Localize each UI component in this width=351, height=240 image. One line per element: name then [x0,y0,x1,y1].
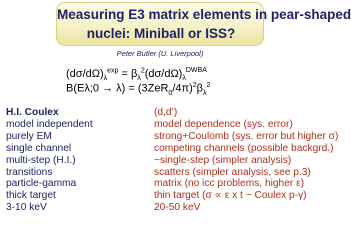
coulex-line: particle-gamma [6,178,77,190]
dd-line: strong+Coulomb (sys. error but higher σ) [154,130,339,142]
eq1-lhs-sub: λ [103,75,108,83]
author-subtitle: Peter Butler (U. Liverpool) [116,49,204,58]
eq2-i: β [196,82,203,95]
dd-line: competing channels (possible backgrd.) [154,142,334,154]
eq2-e: ) = (3ZeR [121,82,169,95]
title-banner [56,2,351,46]
eq1-rhs-sub: λ [182,75,186,83]
dd-line: ~single-step (simpler analysis) [154,154,292,166]
dd-line: model dependence (sys. error) [154,118,293,130]
eq1-dwba-tag: DWBA [185,67,207,74]
dd-line: scatters (simpler analysis, see p.3) [154,166,311,178]
eq1-mid-sub: λ [137,75,141,83]
coulex-line: multi-step (H.I.) [6,154,76,166]
eq2-c: ;0 → [89,82,117,95]
eq1-mid-sup: 2 [140,67,145,75]
title-line-1: Measuring E3 matrix elements in pear-shaped [57,7,351,22]
title-line-2: nuclei: Miniball or ISS? [86,26,236,41]
coulex-line: thick target [6,190,56,202]
eq1-mid: = β [118,68,138,80]
coulex-line: purely EM [6,130,52,142]
dd-column [154,107,338,214]
eq1-lhs: (dσ/dΩ) [66,68,104,80]
coulex-line: 3-10 keV [6,202,47,214]
coulex-heading: H.I. Coulex [6,107,59,118]
eq2-a: B(E [66,82,85,95]
coulex-line: transitions [6,166,53,178]
eq2-b: λ [84,82,90,95]
dd-line: thin target (σ ∝ ε x t ~ Coulex p-γ) [154,190,307,202]
eq1-rhs: (dσ/dΩ) [144,68,183,80]
equation-b-e-lambda [66,82,210,97]
eq2-h: 2 [192,82,197,89]
dd-line: 20-50 keV [154,202,201,214]
coulex-line: model independent [6,118,93,130]
coulex-line: single channel [6,142,72,154]
dd-line: matrix (no icc problems, higher ε) [154,178,305,190]
eq1-lhs-sup: exp [107,67,119,75]
equation-cross-section [66,67,207,82]
coulex-column [6,107,93,214]
dd-heading: (d,d’) [154,107,178,118]
eq2-j: λ [202,89,207,97]
eq2-f: 0 [168,89,173,97]
eq2-k: 2 [206,82,211,89]
eq2-g: /4π) [172,82,193,95]
eq2-d: λ [116,82,122,95]
